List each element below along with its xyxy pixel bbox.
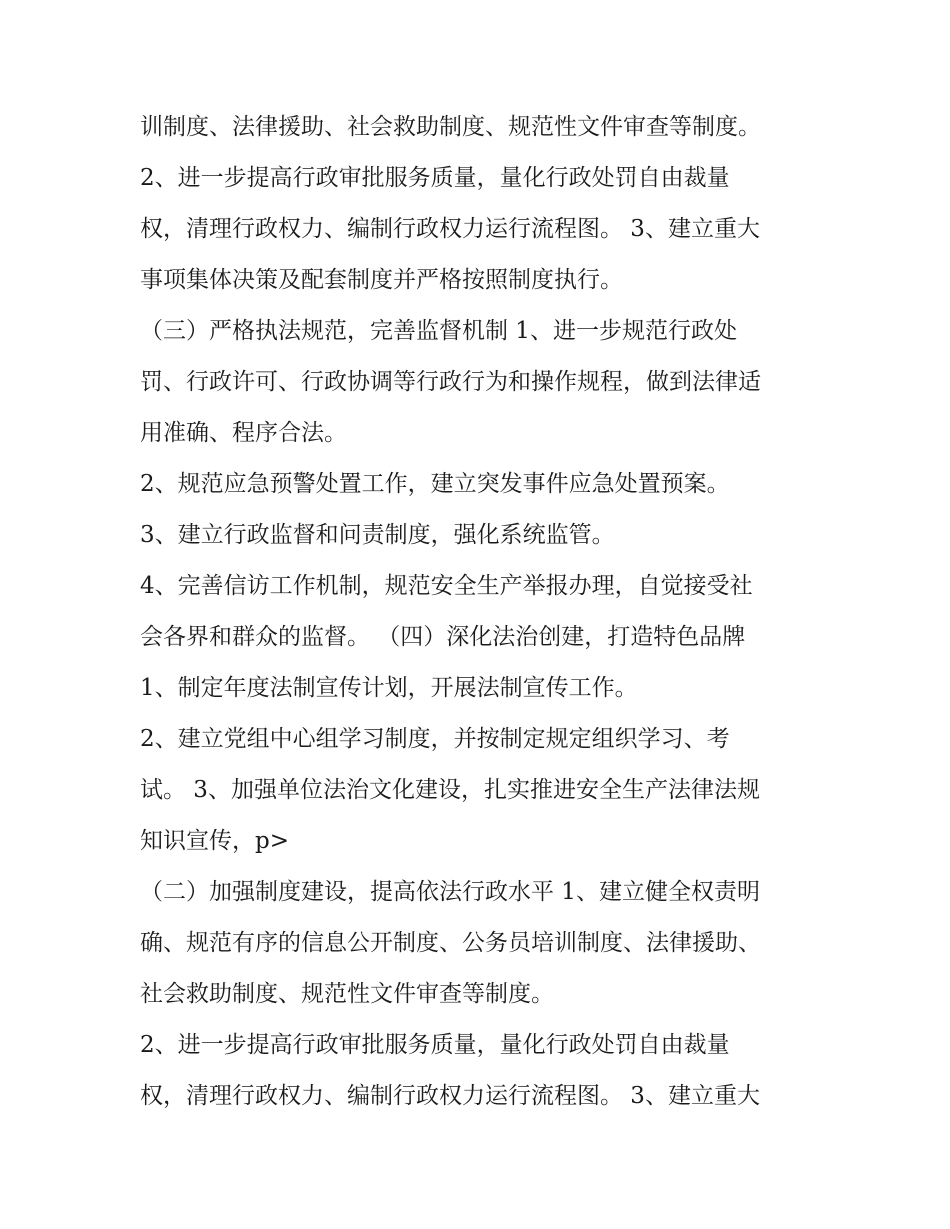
text-line: 确、规范有序的信息公开制度、公务员培训制度、法律援助、	[140, 930, 761, 956]
text-line: 权，清理行政权力、编制行政权力运行流程图。 3、建立重大	[140, 216, 760, 242]
text-line: （二）加强制度建设，提高依法行政水平 1、建立健全权责明	[140, 879, 760, 905]
text-line: 1、制定年度法制宣传计划，开展法制宣传工作。	[140, 675, 638, 701]
text-line: 会各界和群众的监督。 （四）深化法治创建，打造特色品牌	[140, 624, 746, 650]
text-line: 用准确、程序合法。	[140, 420, 347, 446]
text-line: 训制度、法律援助、社会救助制度、规范性文件审查等制度。	[140, 114, 761, 140]
text-line: 事项集体决策及配套制度并严格按照制度执行。	[140, 267, 623, 293]
text-line: 4、完善信访工作机制，规范安全生产举报办理，自觉接受社	[140, 573, 753, 599]
text-line: （三）严格执法规范，完善监督机制 1、进一步规范行政处	[140, 318, 737, 344]
text-line: 2、建立党组中心组学习制度，并按制定规定组织学习、考	[140, 726, 730, 752]
text-line: 2、进一步提高行政审批服务质量，量化行政处罚自由裁量	[140, 165, 730, 191]
text-line: 试。 3、加强单位法治文化建设，扎实推进安全生产法律法规	[140, 777, 760, 803]
text-line: 罚、行政许可、行政协调等行政行为和操作规程，做到法律适	[140, 369, 761, 395]
text-line: 3、建立行政监督和问责制度，强化系统监管。	[140, 522, 615, 548]
body-text	[140, 102, 840, 1122]
text-line: 权，清理行政权力、编制行政权力运行流程图。 3、建立重大	[140, 1083, 760, 1109]
text-line: 社会救助制度、规范性文件审查等制度。	[140, 981, 554, 1007]
text-line: 知识宣传，p>	[140, 828, 289, 854]
text-line: 2、进一步提高行政审批服务质量，量化行政处罚自由裁量	[140, 1032, 730, 1058]
text-line: 2、规范应急预警处置工作，建立突发事件应急处置预案。	[140, 471, 730, 497]
